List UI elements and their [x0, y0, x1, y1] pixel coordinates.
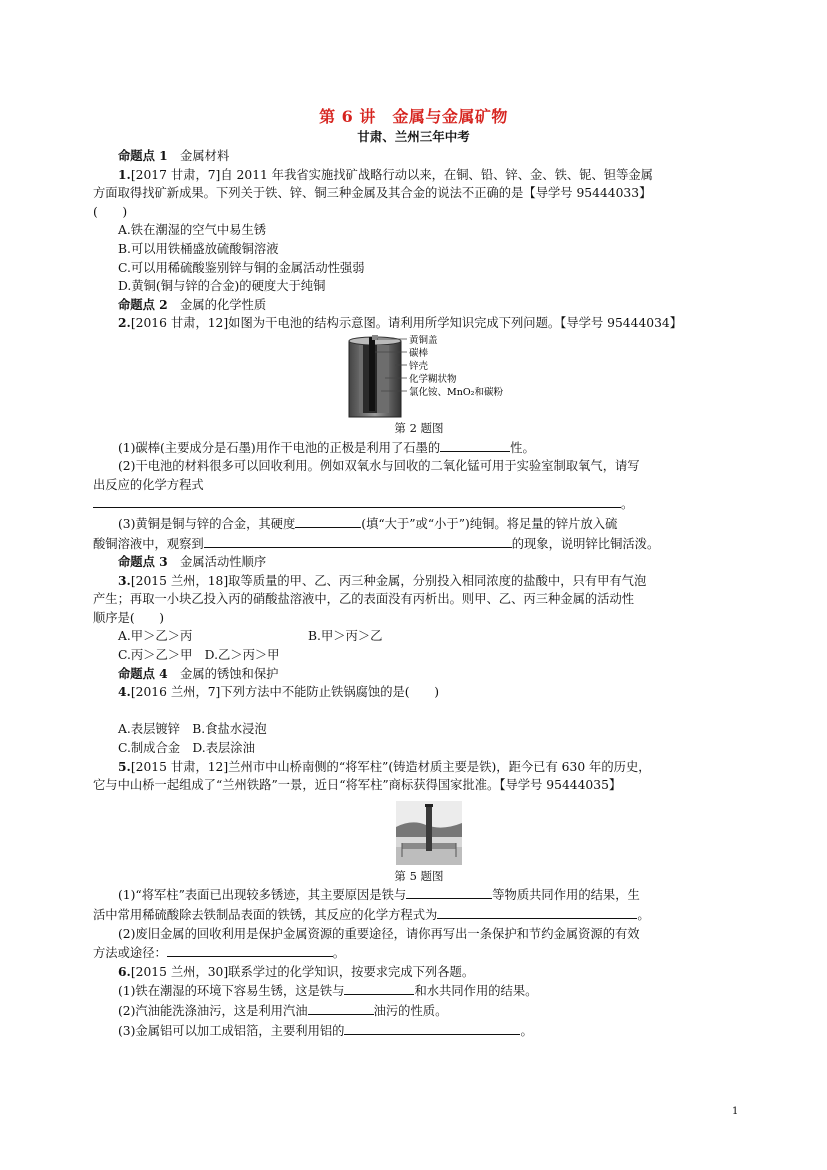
label-paste: 化学糊状物 — [409, 373, 457, 385]
label-brass-cap: 黄铜盖 — [409, 334, 438, 346]
content-body — [93, 147, 745, 1040]
answer-blank[interactable] — [344, 981, 414, 995]
spacer — [93, 702, 745, 721]
section-heading-4: 命题点 4 金属的锈蚀和保护 — [118, 665, 279, 681]
label-carbon-rod: 碳棒 — [409, 347, 429, 359]
question-5-stem-cont: 它与中山桥一起组成了“兰州铁路”一景，近日“将军柱”商标获得国家批准。【导学号 95444035】 — [93, 778, 622, 793]
label-zinc-shell: 锌壳 — [409, 360, 429, 372]
answer-blank[interactable] — [295, 514, 361, 528]
question-2-part-3: (3)黄铜是铜与锌的合金，其硬度 (填“大于”或“小于”)纯铜。将足量的锌片放入硫 — [93, 514, 745, 534]
question-6-part-2: (2)汽油能洗涤油污，这是利用汽油 油污的性质。 — [93, 1001, 745, 1021]
question-2-part-2-cont: 出反应的化学方程式 — [93, 477, 204, 492]
question-5-part-2: (2)废旧金属的回收利用是保护金属资源的重要途径，请你再写出一条保护和节约金属资源的有效 — [118, 926, 640, 941]
question-2-stem: 2.[2016 甘肃，12]如图为干电池的结构示意图。请利用所学知识完成下列问题。【导学号 95444034】 — [118, 315, 683, 331]
page-title: 第 6 讲 金属与金属矿物 — [319, 107, 508, 126]
section-heading-3: 命题点 3 金属活动性顺序 — [118, 554, 267, 570]
pillar-figure — [93, 801, 745, 867]
question-1-stem: 1.[2017 甘肃，7]自 2011 年我省实施找矿战略行动以来，在铜、铅、锌、金、铁、铌、钽等金属 — [118, 166, 653, 182]
question-6-part-3: (3)金属铝可以加工成铝箔，主要利用铝的 。 — [93, 1021, 745, 1041]
pillar-photo — [396, 801, 462, 865]
battery-figure — [93, 335, 745, 419]
question-2-part-1: (1)碳棒(主要成分是石墨)用作干电池的正极是利用了石墨的 性。 — [93, 438, 745, 458]
question-6-stem: 6.[2015 兰州，30]联系学过的化学知识，按要求完成下列各题。 — [118, 963, 475, 979]
page-number: 1 — [732, 1106, 739, 1117]
answer-blank[interactable] — [204, 534, 512, 548]
answer-blank[interactable] — [440, 438, 510, 452]
question-2-part-3-cont: 酸铜溶液中，观察到 的现象，说明锌比铜活泼。 — [93, 534, 745, 554]
page-subtitle: 甘肃、兰州三年中考 — [357, 129, 470, 144]
question-4-options-cd: C.制成合金 D.表层涂油 — [118, 741, 255, 756]
figure-2-caption: 第 2 题图 — [394, 420, 444, 435]
question-3-options-ab: A.甲＞乙＞丙 B.甲＞丙＞乙 — [118, 629, 383, 644]
question-4-options-ab: A.表层镀锌 B.食盐水浸泡 — [118, 722, 267, 737]
section-heading-2: 命题点 2 金属的化学性质 — [118, 296, 267, 312]
question-2-part-2: (2)干电池的材料很多可以回收利用。例如双氧水与回收的二氧化锰可用于实验室制取氧气，请写 — [118, 459, 640, 474]
question-3-stem-cont: 产生；再取一小块乙投入丙的硝酸盐溶液中，乙的表面没有丙析出。则甲、乙、丙三种金属的活动性 — [93, 592, 635, 607]
dry-cell-diagram — [345, 335, 585, 419]
question-3-stem: 3.[2015 兰州，18]取等质量的甲、乙、丙三种金属，分别投入相同浓度的盐酸中，只有甲有气泡 — [118, 572, 647, 588]
section-heading-1: 命题点 1 金属材料 — [118, 148, 230, 163]
question-5-stem: 5.[2015 甘肃，12]兰州市中山桥南侧的“将军柱”(铸造材质主要是铁)，距今已有 630 年的历史， — [118, 758, 651, 774]
answer-blank[interactable] — [167, 943, 333, 957]
question-3-options-cd: C.丙＞乙＞甲 D.乙＞丙＞甲 — [118, 648, 280, 663]
question-5-part-2-cont: 方法或途径： 。 — [93, 943, 745, 963]
label-ammonium-chloride: 氯化铵、MnO₂和碳粉 — [409, 386, 503, 398]
answer-blank[interactable] — [93, 494, 621, 508]
question-2-part-2-answer: 。 — [93, 494, 745, 514]
question-1-option-a: A.铁在潮湿的空气中易生锈 — [118, 223, 267, 238]
answer-blank[interactable] — [437, 905, 637, 919]
question-1-option-c: C.可以用稀硫酸鉴别锌与铜的金属活动性强弱 — [118, 260, 365, 275]
question-6-part-1: (1)铁在潮湿的环境下容易生锈，这是铁与 和水共同作用的结果。 — [93, 981, 745, 1001]
answer-blank[interactable] — [344, 1021, 520, 1035]
question-1-option-d: D.黄铜(铜与锌的合金)的硬度大于纯铜 — [118, 279, 326, 294]
question-4-stem: 4.[2016 兰州，7]下列方法中不能防止铁锅腐蚀的是( ) — [118, 684, 439, 700]
question-1-stem-cont: 方面取得找矿新成果。下列关于铁、锌、铜三种金属及其合金的说法不正确的是【导学号 95444033】 — [93, 186, 652, 201]
question-5-part-1-cont: 活中常用稀硫酸除去铁制品表面的铁锈，其反应的化学方程式为 。 — [93, 905, 745, 925]
answer-blank[interactable] — [406, 885, 492, 899]
question-1-paren: ( ) — [93, 204, 128, 219]
figure-5-caption: 第 5 题图 — [394, 868, 444, 883]
question-3-stem-cont-2: 顺序是( ) — [93, 610, 165, 625]
answer-blank[interactable] — [308, 1001, 374, 1015]
question-5-part-1: (1)“将军柱”表面已出现较多锈迹，其主要原因是铁与 等物质共同作用的结果，生 — [93, 885, 745, 905]
question-1-option-b: B.可以用铁桶盛放硫酸铜溶液 — [118, 241, 279, 256]
